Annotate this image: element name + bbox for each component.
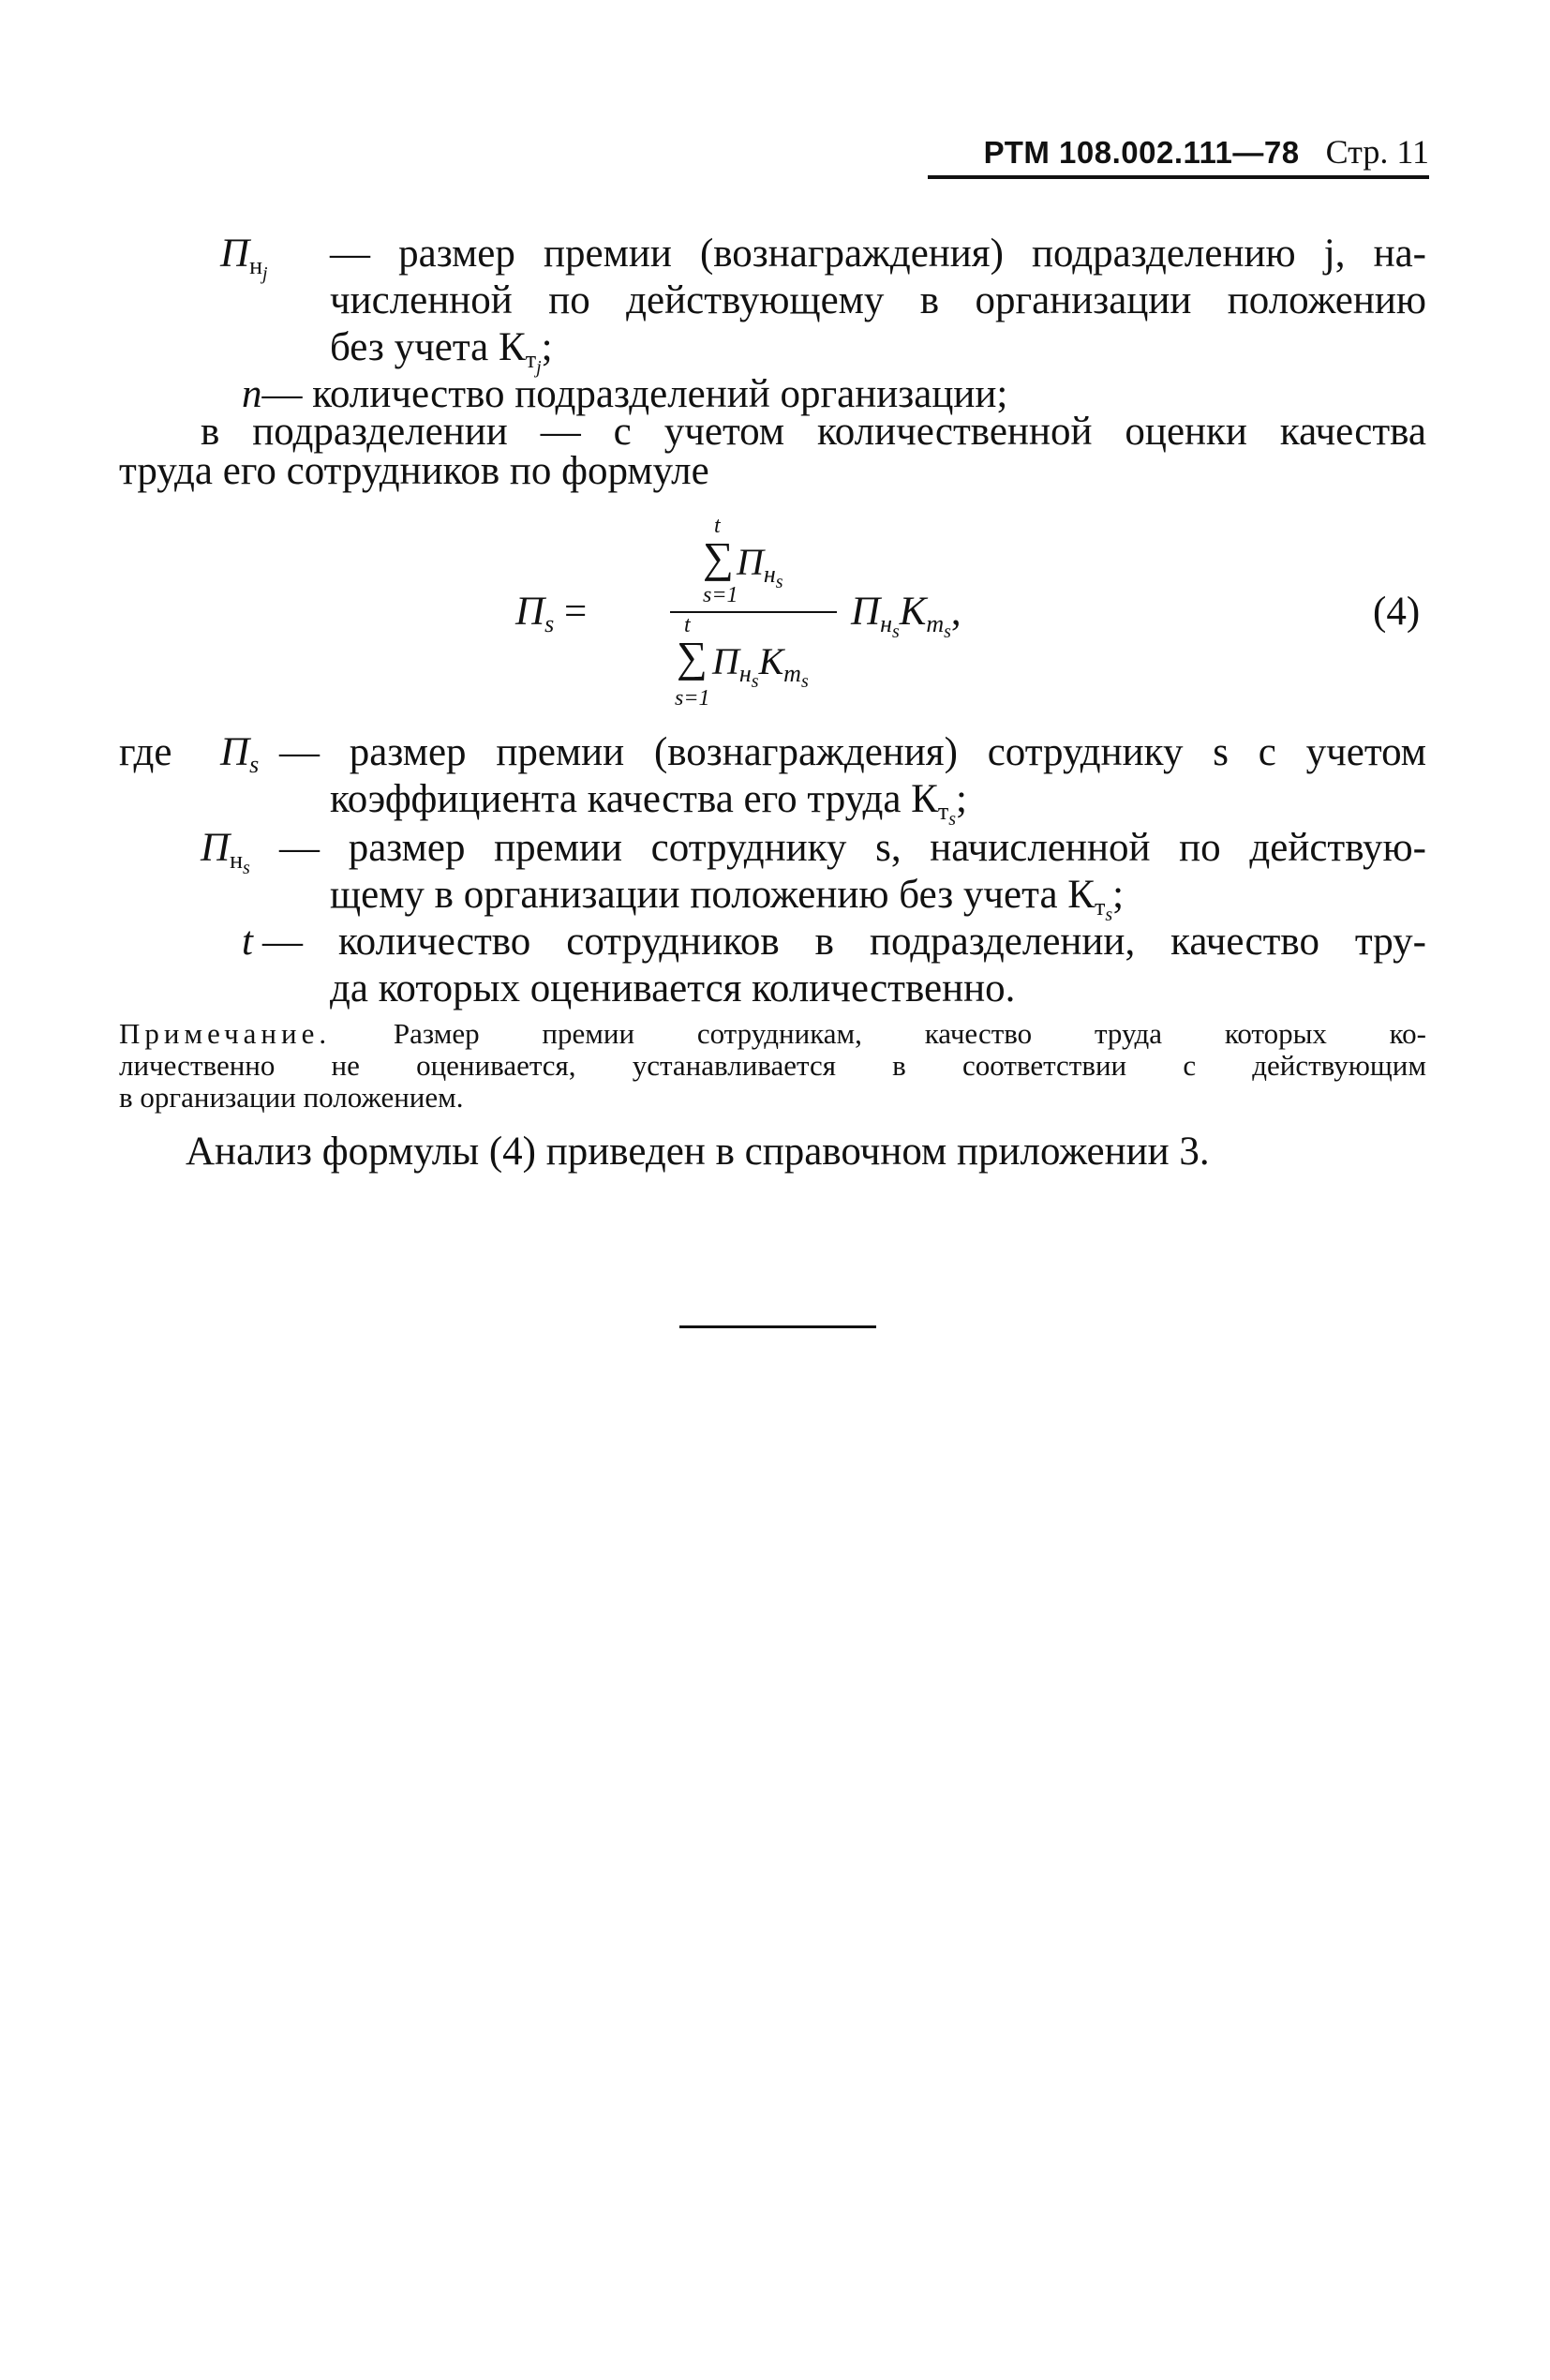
definition-symbol-pnj: $П_{н_j}$: [220, 232, 268, 284]
formula-rhs: $П_{н_s}К_{т_s}$,: [851, 590, 961, 642]
definition-symbol-t: t: [242, 920, 253, 964]
formula-number: (4): [1373, 590, 1421, 634]
definition-symbol-pns: $П_{н_s}$: [201, 826, 250, 878]
page-header: [928, 131, 1429, 179]
definition-n: n— количество подразделений организации;: [242, 372, 1008, 416]
numerator-term: $П_{н_s}$: [737, 541, 783, 592]
note-block: [119, 1018, 1426, 1114]
definition-pns-line2: щему в организации положению без учета $К_{т_s}$;: [330, 873, 1125, 925]
definition-ps-line2: коэффициента качества его труда $К_{т_s}$;: [330, 777, 967, 830]
definition-symbol-ps: $П_s$: [220, 730, 260, 778]
document-id: РТМ 108.002.111—78: [983, 135, 1300, 170]
analysis-line: Анализ формулы (4) приведен в справочном приложении 3.: [186, 1130, 1210, 1174]
numerator-upper-limit: t: [714, 514, 721, 538]
denominator-term: $П_{н_s}К_{т_s}$: [712, 640, 809, 692]
definition-text-pnj-line2: численной по действующему в организации положению: [330, 278, 1426, 322]
end-divider: [679, 1325, 876, 1328]
numerator-sum-icon: ∑: [703, 533, 734, 581]
denominator-sum-icon: ∑: [677, 633, 708, 681]
page-number: Стр. 11: [1325, 133, 1429, 171]
numerator-lower-limit: s=1: [703, 583, 738, 607]
note-line-2: личественно не оценивается, устанавливается в соответствии с действующим: [119, 1049, 1426, 1082]
definition-t-line1: — количество сотрудников в подразделении, качество тру-: [262, 920, 1426, 964]
definition-text-pnj-line3: без учета $К_{т_j}$;: [330, 325, 553, 378]
note-line-1: Примечание. Размер премии сотрудникам, качество труда которых ко-: [119, 1017, 1426, 1050]
note-line-3: в организации положением.: [119, 1081, 464, 1114]
denominator-lower-limit: s=1: [675, 686, 710, 711]
formula-lhs: $П_s$ =: [515, 590, 588, 637]
intro-line-2: труда его сотрудников по формуле: [119, 449, 709, 493]
note-label: Примечание.: [119, 1017, 332, 1050]
denominator-upper-limit: t: [684, 613, 691, 637]
definition-text-pnj-line1: — размер премии (вознаграждения) подразделению j, на-: [330, 232, 1426, 276]
fraction-bar: [670, 611, 837, 613]
formula-4: [515, 514, 1453, 720]
definition-pns-line1: — размер премии сотруднику s, начисленной по действую-: [279, 826, 1426, 870]
intro-line-1: в подразделении — с учетом количественной оценки качества: [201, 410, 1426, 454]
definition-ps-line1: — размер премии (вознаграждения) сотруднику s с учетом: [279, 730, 1426, 774]
definition-t-line2: да которых оценивается количественно.: [330, 966, 1016, 1010]
where-label: где: [119, 730, 172, 774]
